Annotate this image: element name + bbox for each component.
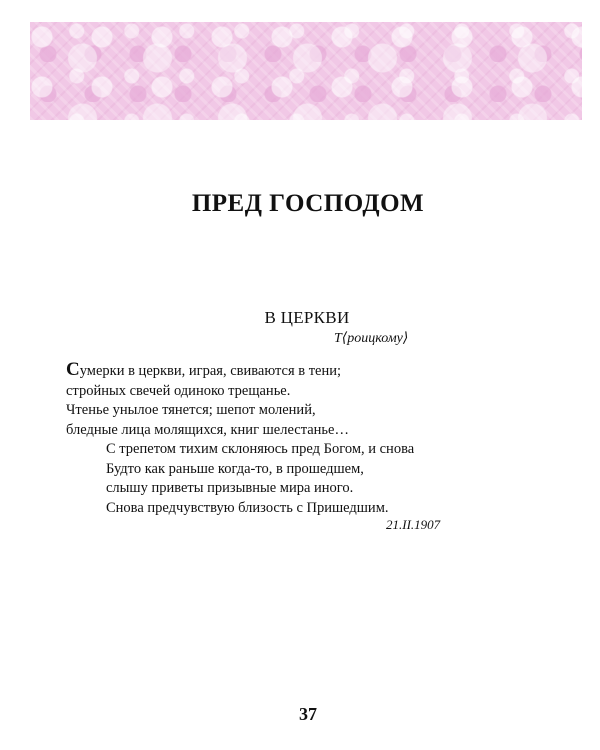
poem-line-3: Чтенье унылое тянется; шепот молений, (66, 402, 316, 418)
poem-line-4: бледные лица молящихся, книг шелестанье… (66, 421, 349, 438)
poem-dedication: Т⟨роицкому⟩ (334, 331, 409, 346)
poem-title: В ЦЕРКВИ (264, 308, 350, 327)
poem-line-7: слышу приветы призывные мира иного. (106, 480, 354, 496)
section-title: ПРЕД ГОСПОДОМ (191, 190, 425, 217)
poem-body (66, 359, 466, 518)
poem-line-1-text: умерки в церкви, играя, свиваются в тени; (79, 363, 342, 379)
poem-line-2: стройных свечей одиноко трещанье. (66, 382, 291, 399)
poem-line-5: С трепетом тихим склоняюсь пред Богом, и снова (106, 441, 415, 457)
poem-line-1 (66, 359, 466, 382)
poem-date: 21.II.1907 (386, 517, 441, 532)
poem-line-6: Будто как раньше когда-то, в прошедшем, (106, 460, 364, 477)
poem-line-8: Снова предчувствую близость с Пришедшим. (106, 499, 389, 516)
page-number: 37 (299, 704, 317, 724)
drop-cap: С (66, 359, 80, 380)
decorative-floral-banner (30, 22, 582, 120)
